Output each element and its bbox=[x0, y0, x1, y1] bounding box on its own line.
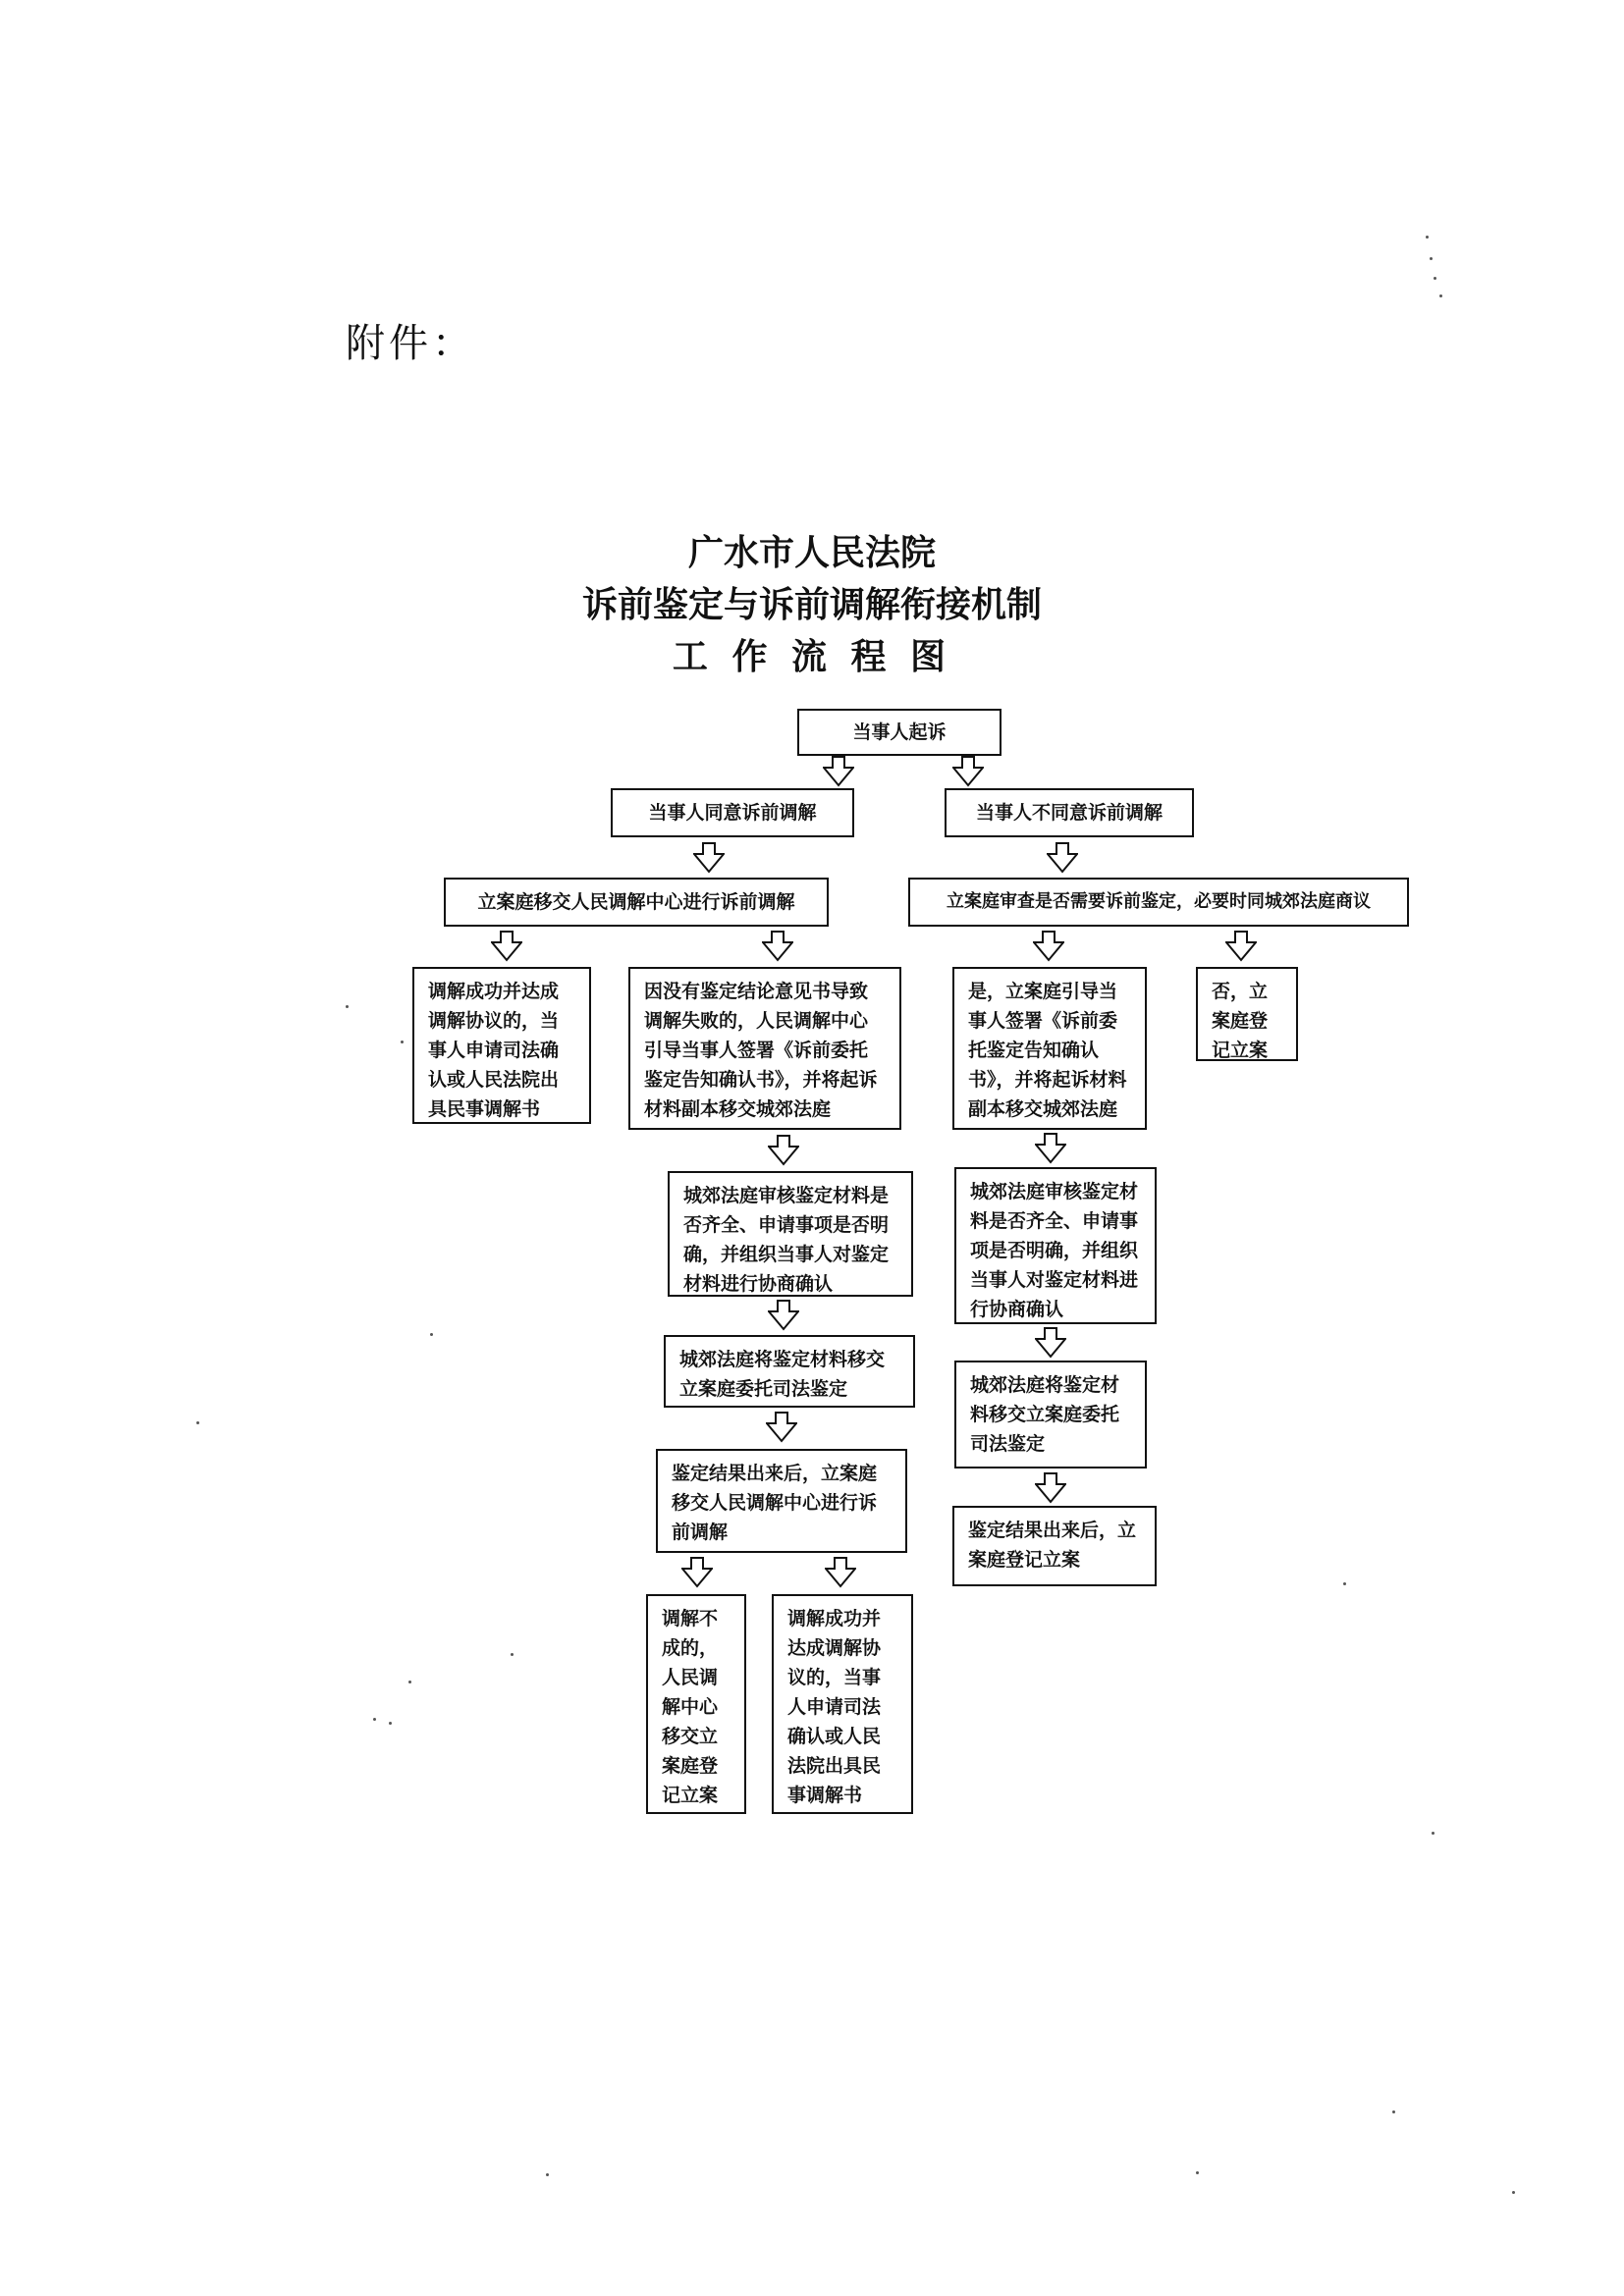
title-line-2: 诉前鉴定与诉前调解衔接机制 bbox=[581, 584, 1042, 625]
scan-speck bbox=[1196, 2171, 1199, 2174]
scan-speck bbox=[430, 1333, 433, 1336]
scan-speck bbox=[1343, 1582, 1346, 1585]
arrow-right-review-to-entrust-icon bbox=[1035, 1327, 1066, 1359]
left-review-box: 城郊法庭审核鉴定材料是否齐全、申请事项是否明确，并组织当事人对鉴定材料进行协商确认 bbox=[668, 1171, 913, 1297]
left-result-box: 鉴定结果出来后，立案庭移交人民调解中心进行诉前调解 bbox=[656, 1449, 907, 1553]
scan-speck bbox=[511, 1653, 514, 1656]
scan-speck bbox=[1426, 236, 1429, 239]
scan-speck bbox=[346, 1005, 349, 1008]
arrow-start-to-disagree-icon bbox=[952, 756, 984, 787]
mediation-success-box: 调解成功并达成调解协议的，当事人申请司法确认或人民法院出具民事调解书 bbox=[412, 967, 591, 1124]
scan-speck bbox=[1439, 294, 1442, 297]
right-review-box: 城郊法庭审核鉴定材料是否齐全、申请事项是否明确，并组织当事人对鉴定材料进行协商确认 bbox=[954, 1167, 1157, 1324]
scan-speck bbox=[408, 1681, 411, 1683]
arrow-yes-to-right-review-icon bbox=[1035, 1133, 1066, 1164]
scan-speck bbox=[196, 1421, 199, 1424]
title-line-3: 工 作 流 程 图 bbox=[672, 636, 952, 677]
final-success-box: 调解成功并达成调解协议的，当事人申请司法确认或人民法院出具民事调解书 bbox=[772, 1594, 913, 1814]
arrow-review-to-yes-icon bbox=[1033, 931, 1064, 962]
start-box: 当事人起诉 bbox=[797, 709, 1001, 756]
yes-guide-box: 是，立案庭引导当事人签署《诉前委托鉴定告知确认书》，并将起诉材料副本移交城郊法庭 bbox=[952, 967, 1147, 1130]
scan-speck bbox=[546, 2173, 549, 2176]
scan-speck bbox=[373, 1718, 376, 1721]
review-need-box: 立案庭审查是否需要诉前鉴定，必要时同城郊法庭商议 bbox=[908, 878, 1409, 927]
left-entrust-box: 城郊法庭将鉴定材料移交立案庭委托司法鉴定 bbox=[664, 1335, 915, 1408]
scan-speck bbox=[1430, 257, 1433, 260]
arrow-center-to-fail-icon bbox=[762, 931, 793, 962]
right-result-box: 鉴定结果出来后，立案庭登记立案 bbox=[952, 1506, 1157, 1586]
scan-speck bbox=[1434, 277, 1436, 280]
final-fail-box: 调解不成的，人民调解中心移交立案庭登记立案 bbox=[646, 1594, 746, 1814]
arrow-review-to-no-icon bbox=[1225, 931, 1257, 962]
mediation-fail-box: 因没有鉴定结论意见书导致调解失败的，人民调解中心引导当事人签署《诉前委托鉴定告知确认书》，并将起诉材料副本移交城郊法庭 bbox=[628, 967, 901, 1130]
scan-speck bbox=[1512, 2191, 1515, 2194]
arrow-start-to-agree-icon bbox=[823, 756, 854, 787]
agree-box: 当事人同意诉前调解 bbox=[611, 788, 854, 837]
arrow-left-review-to-entrust-icon bbox=[768, 1300, 799, 1331]
arrow-center-to-success-icon bbox=[491, 931, 522, 962]
no-register-box: 否，立案庭登记立案 bbox=[1196, 967, 1298, 1061]
scan-speck bbox=[389, 1722, 392, 1725]
disagree-box: 当事人不同意诉前调解 bbox=[945, 788, 1194, 837]
arrow-disagree-to-review-icon bbox=[1047, 842, 1078, 874]
arrow-result-to-fail-icon bbox=[681, 1557, 713, 1588]
title-line-1: 广水市人民法院 bbox=[687, 532, 936, 573]
scan-speck bbox=[1432, 1832, 1435, 1835]
arrow-result-to-success-icon bbox=[825, 1557, 856, 1588]
arrow-right-entrust-to-result-icon bbox=[1035, 1472, 1066, 1504]
scan-speck bbox=[1392, 2110, 1395, 2113]
scan-speck bbox=[401, 1041, 404, 1043]
arrow-fail-to-left-review-icon bbox=[768, 1135, 799, 1166]
attachment-label: 附件： bbox=[346, 321, 475, 366]
right-entrust-box: 城郊法庭将鉴定材料移交立案庭委托司法鉴定 bbox=[954, 1361, 1147, 1468]
arrow-agree-to-center-icon bbox=[693, 842, 725, 874]
arrow-left-entrust-to-result-icon bbox=[766, 1412, 797, 1443]
transfer-center-box: 立案庭移交人民调解中心进行诉前调解 bbox=[444, 878, 829, 927]
